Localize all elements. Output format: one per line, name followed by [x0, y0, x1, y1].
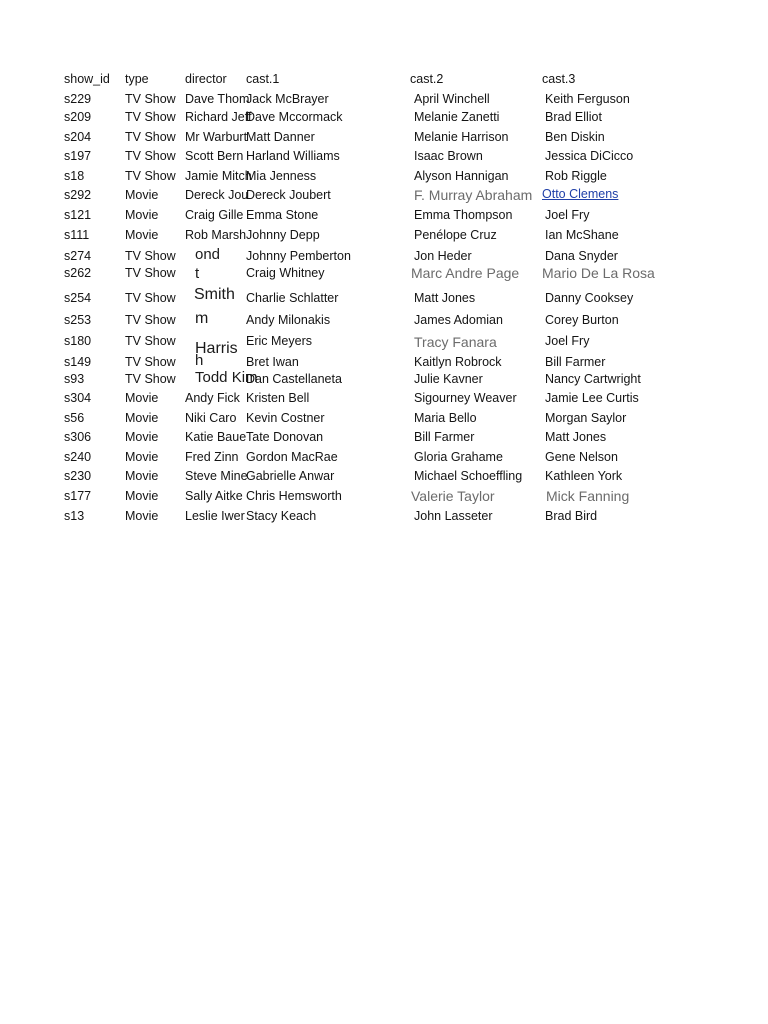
cell-type: Movie [125, 450, 159, 464]
cell-show-id: s253 [64, 313, 92, 327]
cell-cast-3: Nancy Cartwright [545, 372, 641, 386]
cell-cast-1: Gordon MacRae [246, 450, 338, 464]
cell-cast-1: Jack McBrayer [246, 92, 329, 106]
cell-cast-3-link[interactable]: Otto Clemens [542, 187, 619, 201]
cell-cast-3: Matt Jones [545, 430, 607, 444]
cell-cast-3: Brad Bird [545, 509, 598, 523]
cell-cast-2: Marc Andre Page [411, 265, 520, 281]
cell-cast-2: F. Murray Abraham [414, 187, 533, 203]
cell-director-fragment: m [195, 310, 209, 327]
cell-cast-1: Chris Hemsworth [246, 489, 342, 503]
cell-show-id: s304 [64, 391, 92, 405]
cell-cast-1: Dereck Joubert [246, 188, 331, 202]
cell-cast-1: Dan Castellaneta [246, 372, 342, 386]
cell-show-id: s306 [64, 430, 92, 444]
cell-type: Movie [125, 430, 159, 444]
cell-cast-1: Gabrielle Anwar [246, 469, 335, 483]
cell-show-id: s56 [64, 411, 85, 425]
header-show-id: show_id [64, 72, 110, 86]
cell-cast-3: Joel Fry [545, 208, 590, 222]
cell-type: Movie [125, 188, 159, 202]
cell-cast-3: Brad Elliot [545, 110, 602, 124]
cell-cast-3: Keith Ferguson [545, 92, 630, 106]
cell-director: Niki Caro [185, 411, 237, 425]
cell-cast-1: Kevin Costner [246, 411, 325, 425]
cell-type: TV Show [125, 249, 176, 263]
cell-director-fragment: t [195, 265, 200, 282]
cell-cast-2: Valerie Taylor [411, 488, 495, 504]
cell-cast-1: Harland Williams [246, 149, 340, 163]
cell-cast-2: Melanie Zanetti [414, 110, 500, 124]
cell-show-id: s209 [64, 110, 92, 124]
cell-director: Steve Mine [185, 469, 248, 483]
cell-cast-2: Gloria Grahame [414, 450, 503, 464]
cell-show-id: s13 [64, 509, 85, 523]
cell-cast-3: Joel Fry [545, 334, 590, 348]
cell-cast-2: Alyson Hannigan [414, 169, 509, 183]
cell-cast-3: Jamie Lee Curtis [545, 391, 639, 405]
cell-show-id: s121 [64, 208, 92, 222]
cell-director: Richard Jeff [185, 110, 252, 124]
cell-cast-2: Michael Schoeffling [414, 469, 523, 483]
cell-cast-3: Bill Farmer [545, 355, 606, 369]
cell-type: Movie [125, 391, 159, 405]
cell-director: Dave Thom [185, 92, 250, 106]
cell-show-id: s177 [64, 489, 92, 503]
cell-show-id: s149 [64, 355, 92, 369]
cell-type: TV Show [125, 169, 176, 183]
cell-show-id: s18 [64, 169, 85, 183]
cell-cast-1: Charlie Schlatter [246, 291, 339, 305]
cell-type: Movie [125, 489, 159, 503]
cell-director: Rob Marsh [185, 228, 247, 242]
cell-cast-2: Tracy Fanara [414, 334, 497, 350]
cell-cast-1: Johnny Pemberton [246, 249, 351, 263]
cell-director-fragment: Todd Kim [195, 369, 258, 386]
cell-cast-1: Mia Jenness [246, 169, 317, 183]
cell-cast-2: James Adomian [414, 313, 503, 327]
cell-type: Movie [125, 228, 159, 242]
cell-cast-3: Ian McShane [545, 228, 619, 242]
cell-cast-1: Emma Stone [246, 208, 319, 222]
cell-cast-1: Kristen Bell [246, 391, 310, 405]
cell-director-fragment: h [195, 352, 204, 369]
cell-cast-3: Ben Diskin [545, 130, 605, 144]
cell-type: TV Show [125, 110, 176, 124]
cell-director: Craig Gille [185, 208, 244, 222]
cell-cast-1: Craig Whitney [246, 266, 325, 280]
cell-cast-2: Melanie Harrison [414, 130, 509, 144]
cell-cast-2: Julie Kavner [414, 372, 483, 386]
cell-director: Andy Fick [185, 391, 240, 405]
cell-cast-3: Rob Riggle [545, 169, 607, 183]
cell-cast-2: Jon Heder [414, 249, 472, 263]
cell-cast-1: Tate Donovan [246, 430, 324, 444]
cell-cast-2: Matt Jones [414, 291, 476, 305]
cell-type: TV Show [125, 149, 176, 163]
cell-show-id: s274 [64, 249, 92, 263]
cell-type: Movie [125, 411, 159, 425]
cell-show-id: s254 [64, 291, 92, 305]
cell-type: TV Show [125, 313, 176, 327]
cell-director-fragment: ond [195, 246, 221, 263]
cell-director-fragment: Smith [194, 286, 235, 303]
cell-type: TV Show [125, 92, 176, 106]
cell-show-id: s111 [64, 228, 90, 242]
header-cast-2: cast.2 [410, 72, 444, 86]
cell-type: TV Show [125, 291, 176, 305]
cell-show-id: s204 [64, 130, 92, 144]
cell-cast-1: Eric Meyers [246, 334, 312, 348]
cell-director: Scott Bern [185, 149, 244, 163]
cell-cast-2: Bill Farmer [414, 430, 475, 444]
cell-cast-3: Corey Burton [545, 313, 619, 327]
cell-show-id: s197 [64, 149, 92, 163]
cell-cast-1: Stacy Keach [246, 509, 317, 523]
cell-cast-2: Kaitlyn Robrock [414, 355, 502, 369]
cell-cast-1: Matt Danner [246, 130, 315, 144]
cell-cast-2: Penélope Cruz [414, 228, 497, 242]
cell-show-id: s240 [64, 450, 92, 464]
cell-cast-2: Sigourney Weaver [414, 391, 517, 405]
cell-director: Mr Warburt [185, 130, 248, 144]
cell-type: TV Show [125, 334, 176, 348]
cell-type: TV Show [125, 372, 176, 386]
cell-show-id: s262 [64, 266, 92, 280]
cell-cast-3: Mick Fanning [546, 488, 630, 504]
cell-cast-2: John Lasseter [414, 509, 493, 523]
cell-show-id: s180 [64, 334, 92, 348]
header-cast-3: cast.3 [542, 72, 576, 86]
cell-director: Fred Zinn [185, 450, 239, 464]
cell-cast-3: Gene Nelson [545, 450, 618, 464]
cell-show-id: s230 [64, 469, 92, 483]
cell-cast-2: Emma Thompson [414, 208, 513, 222]
header-director: director [185, 72, 227, 86]
cell-director-fragment: Harris [195, 340, 238, 357]
cell-type: Movie [125, 469, 159, 483]
cell-type: TV Show [125, 355, 176, 369]
cell-director: Katie Baue [185, 430, 247, 444]
cell-type: TV Show [125, 266, 176, 280]
cell-director: Dereck Jou [185, 188, 249, 202]
cell-type: Movie [125, 208, 159, 222]
cell-cast-3: Jessica DiCicco [545, 149, 634, 163]
cell-cast-1: Dave Mccormack [246, 110, 343, 124]
cell-show-id: s292 [64, 188, 92, 202]
cell-cast-2: Isaac Brown [414, 149, 483, 163]
cell-director: Leslie Iwer [185, 509, 245, 523]
cell-cast-3: Morgan Saylor [545, 411, 627, 425]
cell-cast-2: Maria Bello [414, 411, 477, 425]
cell-cast-3: Dana Snyder [545, 249, 618, 263]
cell-show-id: s93 [64, 372, 85, 386]
cell-cast-3: Mario De La Rosa [542, 265, 655, 281]
cell-cast-3: Kathleen York [545, 469, 623, 483]
cell-cast-1: Andy Milonakis [246, 313, 331, 327]
header-type: type [125, 72, 149, 86]
cell-director: Jamie Mitch [185, 169, 252, 183]
cell-cast-1: Bret Iwan [246, 355, 299, 369]
cell-director: Sally Aitke [185, 489, 243, 503]
cell-cast-1: Johnny Depp [246, 228, 320, 242]
cell-cast-3: Danny Cooksey [545, 291, 634, 305]
cell-type: TV Show [125, 130, 176, 144]
cell-cast-2: April Winchell [414, 92, 490, 106]
header-cast-1: cast.1 [246, 72, 280, 86]
cell-show-id: s229 [64, 92, 92, 106]
cell-type: Movie [125, 509, 159, 523]
